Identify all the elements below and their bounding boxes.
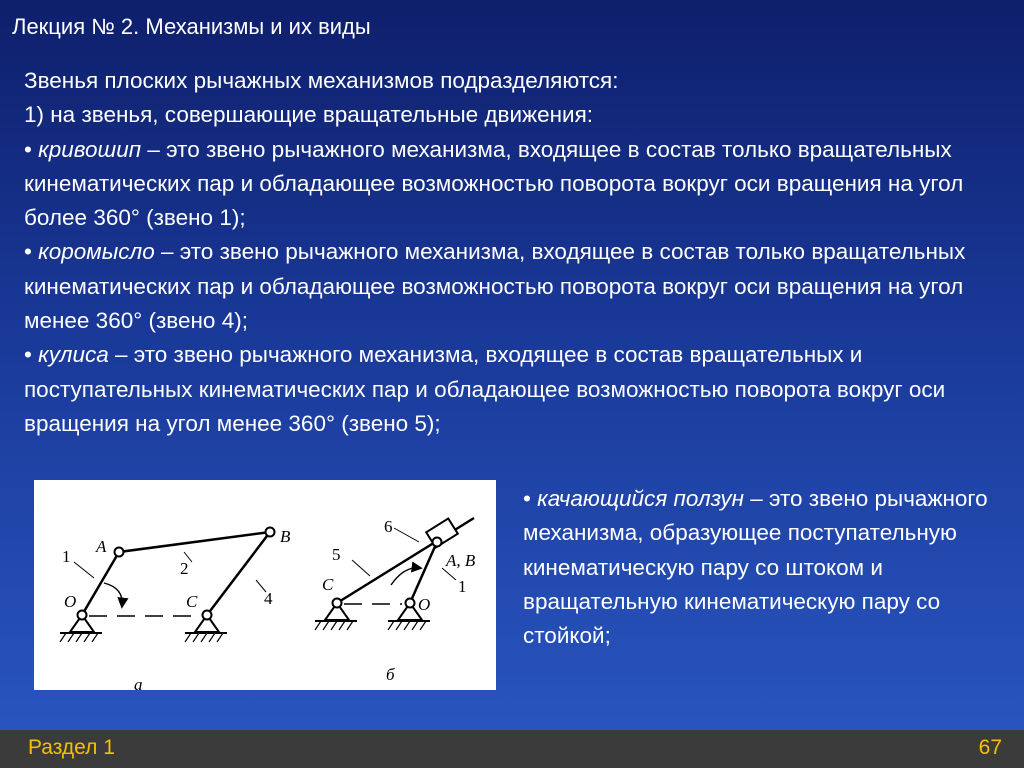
slide-title: Лекция № 2. Механизмы и их виды [12, 14, 371, 39]
mechanism-diagram [34, 480, 496, 690]
caption-b: б [386, 665, 395, 684]
label-b-5: 5 [332, 545, 341, 564]
term-rocker: коромысло [38, 239, 155, 265]
label-b-1: 1 [458, 577, 467, 596]
def-rocker: – это звено рычажного механизма, входящее в состав только вращательных кинематических пар и обладающее возможностью поворота вокруг оси вращения на угол менее 360° (звено 4); [24, 239, 966, 334]
bullet-swinging-slider: • качающийся ползун – это звено рычажного механизма, образующее поступательную кинематическую пару со штоком и вращательную кинематическую пару со стойкой; [523, 486, 988, 649]
label-a-O: O [64, 592, 77, 611]
main-text [24, 64, 1004, 441]
diagram-b [315, 518, 474, 630]
intro-line: Звенья плоских рычажных механизмов подразделяются: [24, 68, 619, 93]
def-slotted-link: – это звено рычажного механизма, входящее в состав вращательных и поступательных кинематических пар и обладающее возможностью поворота вокруг оси вращения на угол менее 360° (звено 5); [24, 342, 946, 436]
term-slotted-link: кулиса [38, 342, 109, 368]
def-swinging-slider: – это звено рычажного механизма, образующее поступательную кинематическую пару со штоком и вращательную кинематическую пару со стойкой; [523, 486, 988, 649]
label-a-A: A [96, 537, 107, 556]
bullet-crank: • кривошип – это звено рычажного механизма, входящее в состав только вращательных кинематических пар и обладающее возможностью поворота вокруг оси вращения на угол более 360° (звено 1); [24, 136, 964, 231]
mechanism-figure [34, 480, 496, 690]
label-b-O: O [418, 595, 431, 614]
group1-line: 1) на звенья, совершающие вращательные движения: [24, 102, 594, 128]
bullet-rocker: • коромысло – это звено рычажного механизма, входящее в состав только вращательных кинематических пар и обладающее возможностью поворота вокруг оси вращения на угол менее 360° (звено 4); [24, 239, 966, 334]
label-b-AB: A, B [446, 551, 476, 570]
def-crank: – это звено рычажного механизма, входящее в состав только вращательных кинематических пар и обладающее возможностью поворота вокруг оси вращения на угол более 360° (звено 1); [24, 136, 964, 231]
label-a-2: 2 [180, 559, 189, 578]
page-number: 67 [978, 736, 1002, 759]
side-text [523, 482, 1003, 653]
label-a-B: B [280, 527, 291, 546]
caption-a: а [134, 675, 143, 690]
footer-bar [0, 730, 1024, 768]
label-a-1: 1 [62, 547, 71, 566]
label-a-C: C [186, 592, 198, 611]
label-a-4: 4 [264, 589, 273, 608]
diagram-a [60, 528, 275, 643]
section-label: Раздел 1 [28, 736, 115, 759]
term-swinging-slider: качающийся ползун [537, 486, 744, 511]
label-b-6: 6 [384, 517, 393, 536]
label-b-C: C [322, 575, 334, 594]
bullet-slotted-link: • кулиса – это звено рычажного механизма, входящее в состав вращательных и поступательных кинематических пар и обладающее возможностью поворота вокруг оси вращения на угол менее 360° (звено 5); [24, 342, 946, 436]
term-crank: кривошип [38, 136, 142, 162]
